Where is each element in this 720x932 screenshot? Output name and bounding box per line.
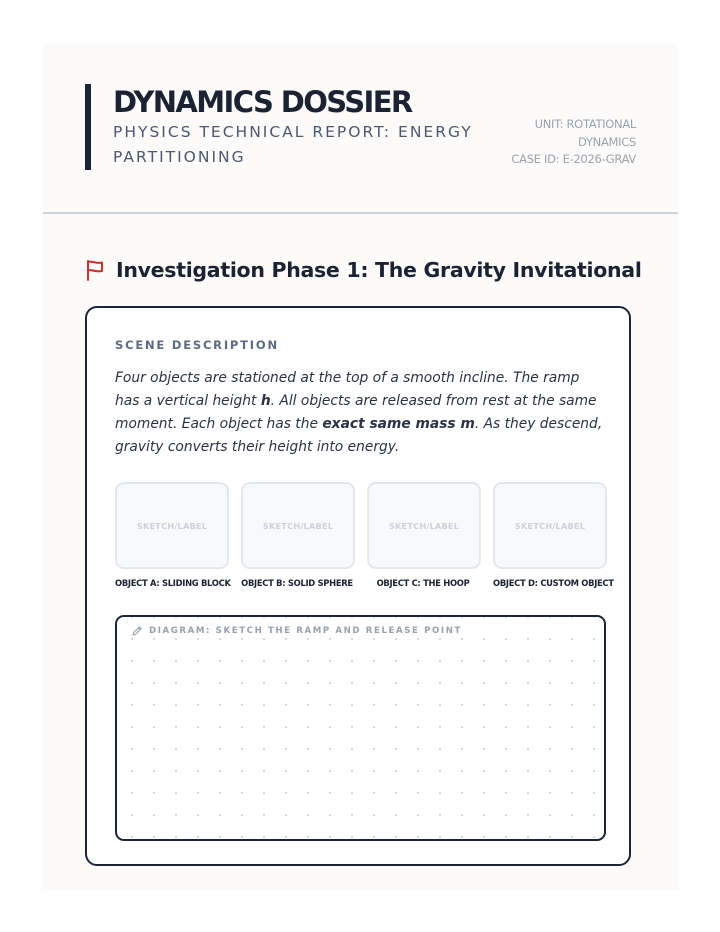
sketch-box[interactable] [115, 482, 229, 569]
sketch-placeholder: SKETCH/LABEL [388, 520, 460, 531]
height-variable: h [260, 393, 271, 409]
report-meta [511, 116, 636, 169]
scene-description: Four objects are stationed at the top of a smooth incline. The ramp has a vertical height h. All objects are released from rest at the same moment. Each object has the exact same mass m. As they descend, gravity converts their height into energy. [115, 370, 603, 455]
object-caption: OBJECT B: SOLID SPHERE [241, 578, 353, 588]
unit-label: UNIT: ROTATIONAL DYNAMICS [534, 117, 636, 149]
sketch-placeholder: SKETCH/LABEL [514, 520, 586, 531]
object-card-c [367, 482, 479, 588]
sketch-box[interactable] [367, 482, 481, 569]
object-card-b [241, 482, 353, 588]
object-card-d [493, 482, 614, 588]
object-caption: OBJECT D: CUSTOM OBJECT [493, 578, 614, 588]
header-divider [43, 212, 678, 214]
object-caption: OBJECT A: SLIDING BLOCK [115, 578, 231, 588]
phase-heading [85, 252, 642, 288]
sketch-box[interactable] [241, 482, 355, 569]
sketch-box[interactable] [493, 482, 607, 569]
flag-icon [85, 259, 105, 281]
object-card-a [115, 482, 231, 588]
diagram-label [131, 625, 466, 637]
pencil-icon [131, 625, 143, 637]
report-header [43, 44, 678, 212]
report-page [43, 44, 678, 890]
report-subtitle: PHYSICS TECHNICAL REPORT: ENERGY PARTITIONING [113, 123, 473, 166]
mass-phrase: exact same mass m [322, 416, 475, 432]
report-title: DYNAMICS DOSSIER [113, 85, 412, 119]
header-accent-bar [85, 84, 91, 170]
scene-card [85, 306, 631, 866]
object-grid [115, 482, 614, 592]
phase-title: Investigation Phase 1: The Gravity Invitational [116, 258, 642, 282]
diagram-label-text: DIAGRAM: SKETCH THE RAMP AND RELEASE POINT [149, 626, 462, 636]
case-id: CASE ID: E-2026-GRAV [511, 152, 636, 166]
sketch-placeholder: SKETCH/LABEL [262, 520, 334, 531]
sketch-placeholder: SKETCH/LABEL [136, 520, 208, 531]
section-label: SCENE DESCRIPTION [115, 338, 279, 352]
diagram-sketch-area[interactable] [115, 615, 606, 841]
object-caption: OBJECT C: THE HOOP [376, 578, 470, 588]
